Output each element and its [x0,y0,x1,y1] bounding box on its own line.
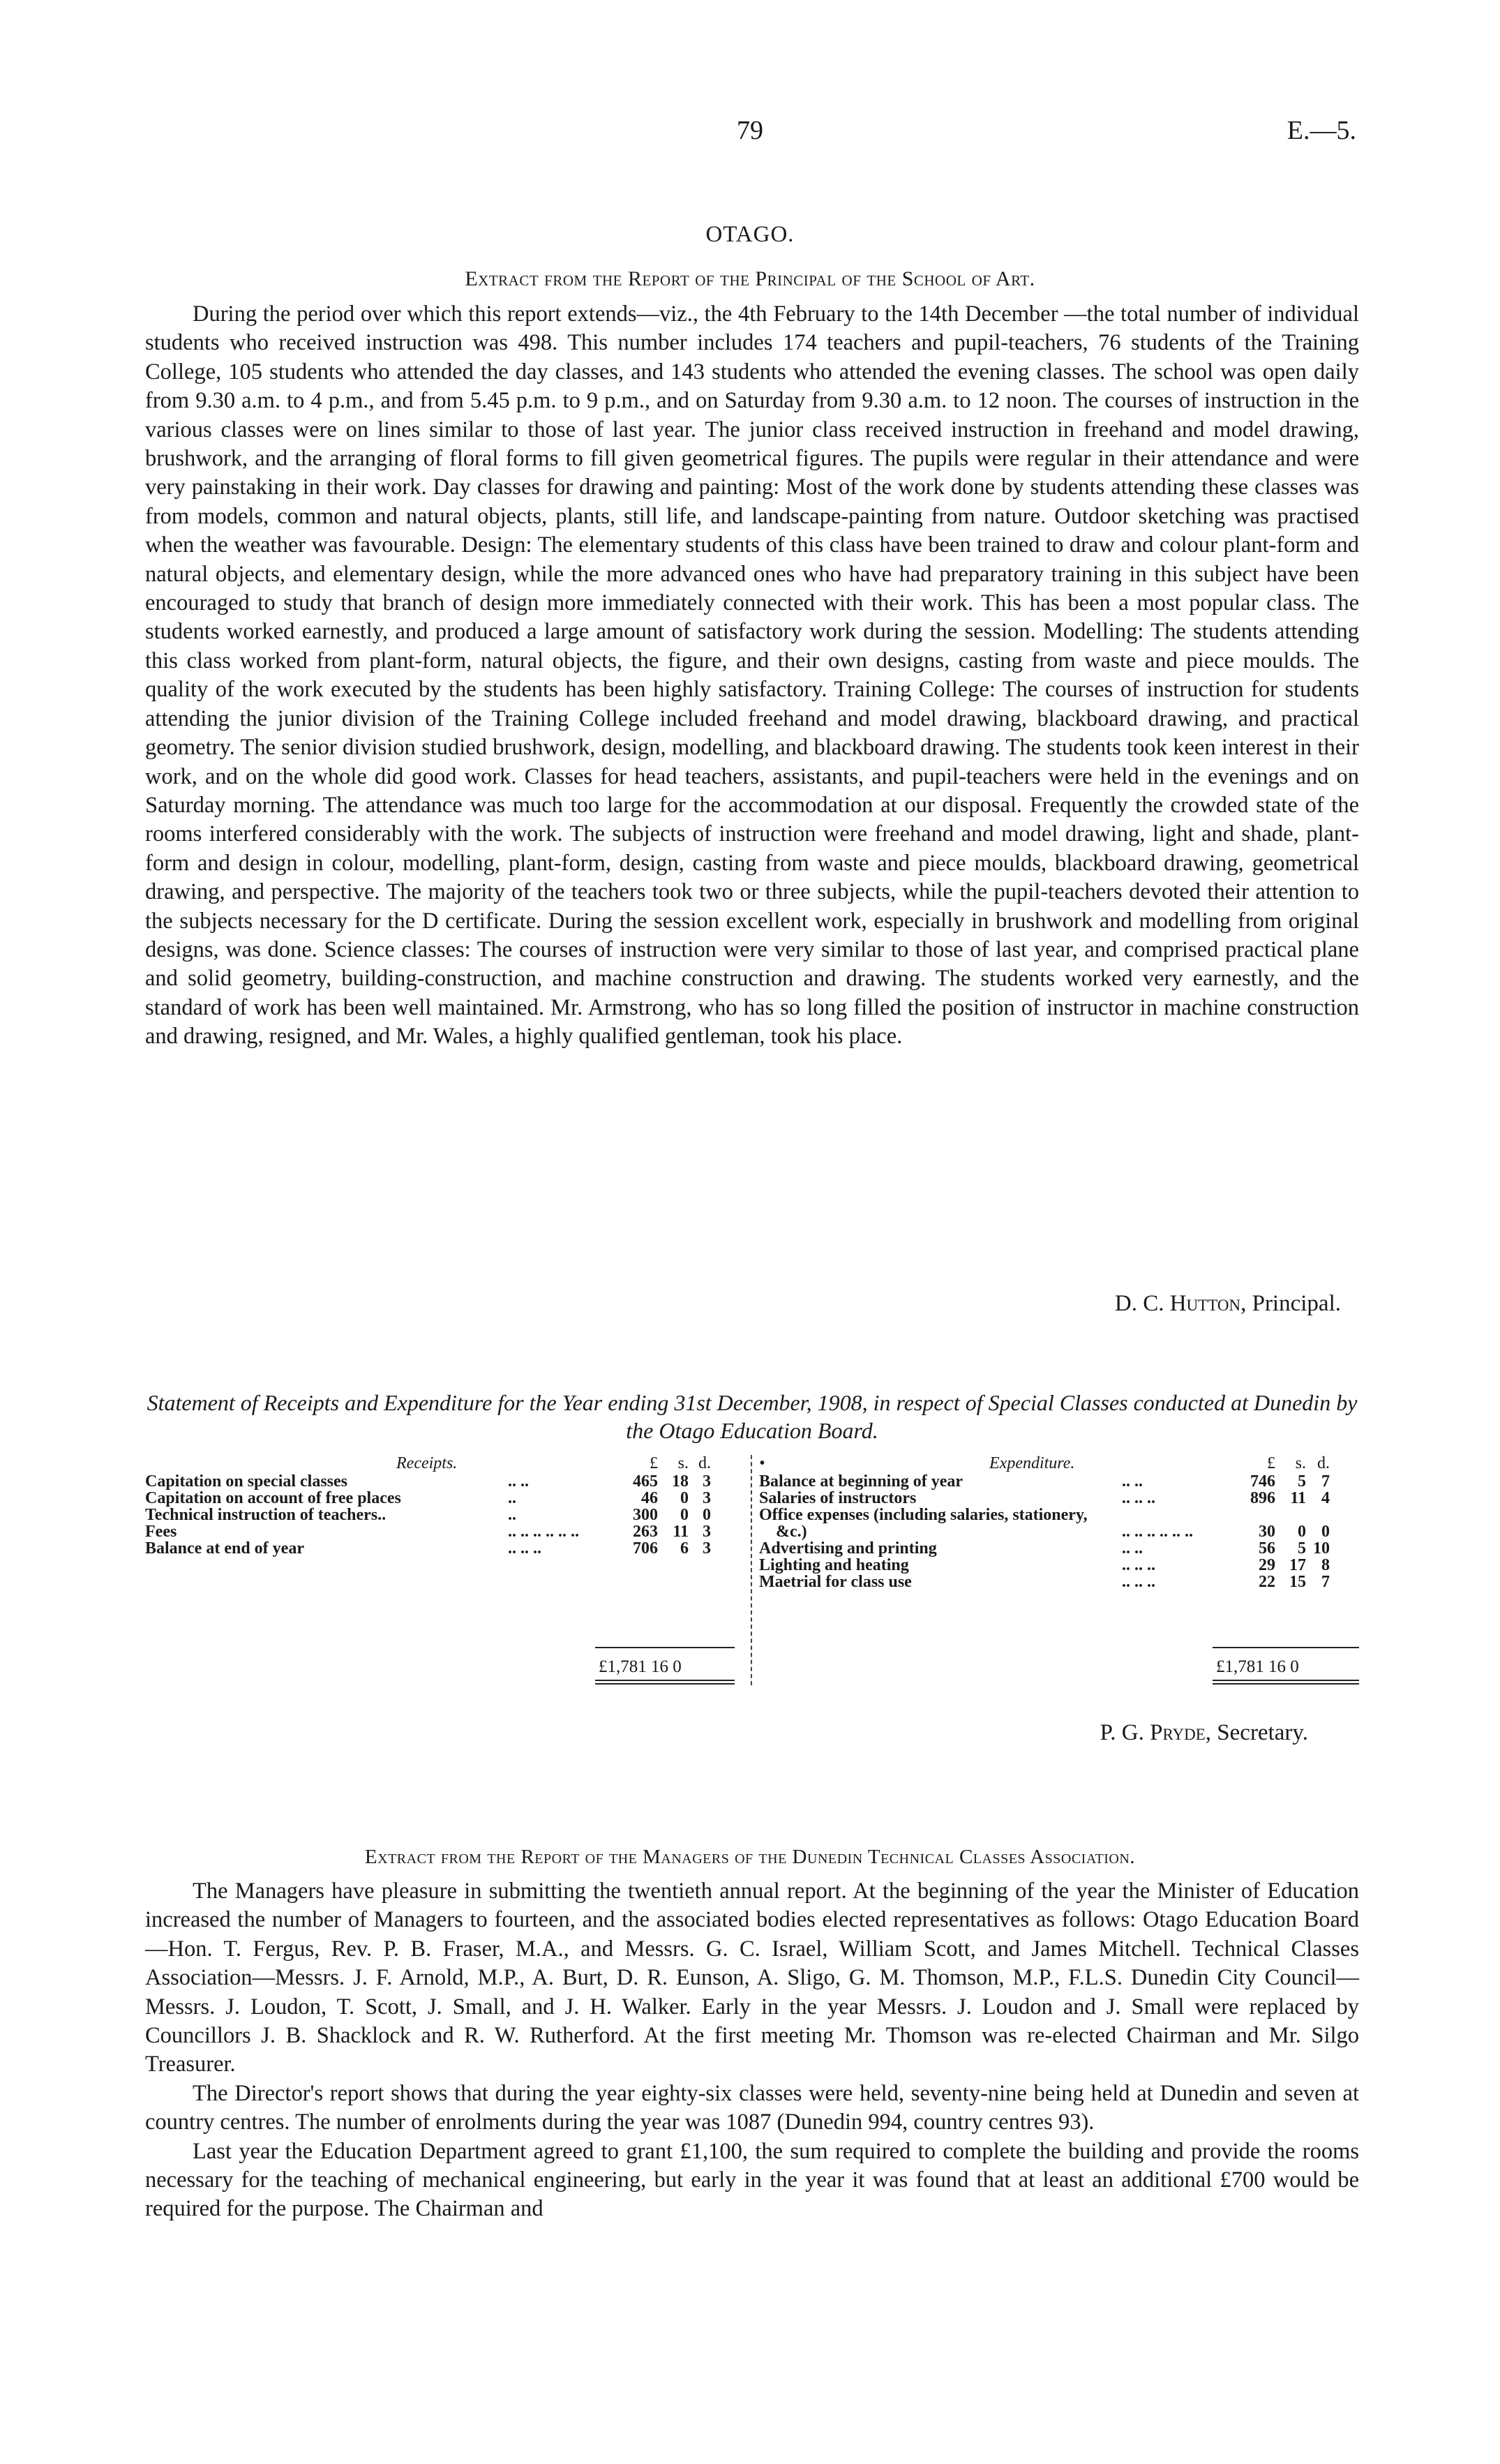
signature-initials: D. C. [1114,1291,1164,1316]
ledger-label: Advertising and printing [759,1539,937,1558]
ledger-shillings: 15 [1289,1573,1306,1591]
ledger-pounds: 896 [1250,1489,1275,1507]
receipts-header-row [145,1455,745,1472]
report-paragraph: Last year the Education Department agreed to grant £1,100, the sum required to complete the building and provide the rooms necessary for the teaching of mechanical engineering, but early in the year it was found that at least an additional £700 would be required for the purpose. The Chairman and [145,2138,1359,2222]
ledger-row [145,1490,745,1507]
ledger-label: Balance at beginning of year [759,1472,963,1491]
ledger-leader: .. [508,1506,516,1524]
section-subtitle: Extract from the Report of the Principal of the School of Art. [465,267,1035,290]
ledger-row [759,1507,1359,1523]
pence-header: d. [698,1454,711,1472]
ledger-leader: .. .. .. .. .. .. [508,1523,579,1541]
ledger-leader: .. .. .. [1122,1556,1155,1574]
total-rule-bottom-2 [595,1683,735,1685]
ledger-row [759,1574,1359,1590]
ledger-pence: 7 [1321,1472,1330,1491]
receipts-header: Receipts. [396,1454,458,1472]
signature-name: Pryde [1150,1720,1206,1745]
pounds-header: £ [1267,1454,1275,1472]
managers-report-body [145,1877,1359,2224]
ledger-leader: .. .. .. .. .. .. [1122,1523,1193,1541]
ledger-pence: 3 [703,1539,711,1558]
ledger-label: &c.) [759,1523,807,1541]
section-subtitle: Extract from the Report of the Managers of the Dunedin Technical Classes Association. [364,1846,1136,1868]
ledger-label: Fees [145,1523,177,1541]
ledger-leader: .. .. [1122,1539,1143,1558]
ledger-pounds: 46 [641,1489,658,1507]
total-rule-top [595,1647,735,1648]
ledger-row [759,1523,1359,1540]
pounds-header: £ [650,1454,658,1472]
ledger-pence: 3 [703,1472,711,1491]
secretary-signature [1100,1720,1308,1746]
ledger-label: Capitation on account of free places [145,1489,401,1507]
report-paragraph: During the period over which this report extends—viz., the 4th February to the 14th December —the total number of individual students who received instruction was 498. This number includes 174 teachers and pupil-teachers, 76 students of the Training College, 105 students who attended the day classes, and 143 students who attended the evening classes. The school was open daily from 9.30 a.m. to 4 p.m., and from 5.45 p.m. to 9 p.m., and on Saturday from 9.30 a.m. to 12 noon. The courses of instruction in the various classes were on lines similar to those of last year. The junior class received instruction in freehand and model drawing, brushwork, and the arranging of floral forms to fill given geometrical figures. The pupils were regular in their attendance and were very painstaking in their work. Day classes for drawing and painting: Most of the work done by students attending these classes was from models, common and natural objects, plants, still life, and landscape-painting from nature. Outdoor sketching was practised when the weather was favourable. Design: The elementary students of this class have been trained to draw and colour plant-form and natural objects, and elementary design, while the more advanced ones who have had preparatory training in this subject have been encouraged to study that branch of design more immediately connected with their work. This has been a most popular class. The students worked earnestly, and produced a large amount of satisfactory work during the session. Modelling: The students attending this class worked from plant-form, natural objects, the figure, and their own designs, casting from waste and piece moulds. The quality of the work executed by the students has been highly satisfactory. Training College: The courses of instruction for students attending the junior division of the Training College included freehand and model drawing, blackboard drawing, and practical geometry. The senior division studied brushwork, design, modelling, and blackboard drawing. The students took keen interest in their work, and on the whole did good work. Classes for head teachers, assistants, and pupil-teachers were held in the evenings and on Saturday morning. The attendance was much too large for the accommodation at our disposal. Frequently the crowded state of the rooms interfered considerably with the work. The subjects of instruction were freehand and model drawing, light and shade, plant-form and design in colour, modelling, plant-form, design, casting from waste and piece moulds, blackboard drawing, geometrical drawing, and perspective. The majority of the teachers took two or three subjects, while the pupil-teachers devoted their attention to the subjects necessary for the D certificate. During the session excellent work, especially in brushwork and modelling from original designs, was done. Science classes: The courses of instruction were very similar to those of last year, and comprised practical plane and solid geometry, building-construction, and machine construction and drawing. The students worked very earnestly, and the standard of work has been well maintained. Mr. Armstrong, who has so long filled the position of instructor in machine construction and drawing, resigned, and Mr. Wales, a highly qualified gentleman, took his place. [145,301,1359,1050]
ledger-label: Maetrial for class use [759,1573,912,1591]
ledger-pence: 7 [1321,1573,1330,1591]
report-paragraph: The Managers have pleasure in submitting the twentieth annual report. At the beginning of the year the Minister of Education increased the number of Managers to fourteen, and the associated bodies elected representatives as follows: Otago Education Board—Hon. T. Fergus, Rev. P. B. Fraser, M.A., and Messrs. G. C. Israel, William Scott, and James Mitchell. Technical Classes Association—Messrs. J. F. Arnold, M.P., A. Burt, D. R. Eunson, A. Sligo, G. M. Thomson, M.P., F.L.S. Dunedin City Council—Messrs. J. Loudon, T. Scott, J. Small, and J. H. Walker. Early in the year Messrs. J. Loudon and J. Small were replaced by Councillors J. B. Shacklock and R. W. Rutherford. At the first meeting Mr. Thomson was re-elected Chairman and Mr. Silgo Treasurer. [145,1879,1359,2077]
ledger-shillings: 6 [680,1539,689,1558]
total-rule-top [1213,1647,1359,1648]
shillings-header: s. [1295,1454,1306,1472]
column-divider [751,1455,752,1685]
ledger-table [145,1455,1359,1685]
ledger-leader: .. .. .. [1122,1489,1155,1507]
ledger-pounds: 465 [633,1472,658,1491]
total-rule-bottom [595,1680,735,1681]
ledger-row [145,1507,745,1523]
ledger-label: Balance at end of year [145,1539,304,1558]
pence-header: d. [1317,1454,1330,1472]
ledger-shillings: 0 [680,1489,689,1507]
principal-signature [1115,1291,1341,1317]
report-paragraph: The Director's report shows that during the year eighty-six classes were held, seventy-nine being held at Dunedin and seven at country centres. The number of enrolments during the year was 1087 (Dunedin 994, country centres 93). [145,2080,1359,2135]
ledger-shillings: 5 [1298,1472,1306,1491]
ledger-leader: .. .. .. [1122,1573,1155,1591]
ledger-row [759,1540,1359,1557]
ledger-pounds: 746 [1250,1472,1275,1491]
expenditure-header-row: • Expenditure. £ s. d. [759,1454,1330,1472]
expenditure-header: Expenditure. [989,1454,1075,1472]
ledger-pounds: 300 [633,1506,658,1524]
ledger-shillings: 18 [672,1472,689,1491]
ledger-shillings: 11 [673,1523,689,1541]
page-number: 79 [737,116,763,145]
total-rule-bottom-2 [1213,1683,1359,1685]
ledger-label: Salaries of instructors [759,1489,917,1507]
ledger-pounds: 706 [633,1539,658,1558]
ledger-pounds: 263 [633,1523,658,1541]
ledger-leader: .. .. [1122,1472,1143,1491]
expenditure-column [759,1454,1359,1676]
ledger-row [759,1473,1359,1490]
ledger-pence: 0 [1321,1523,1330,1541]
ledger-pence: 10 [1313,1539,1330,1558]
signature-title: , Principal. [1240,1291,1341,1316]
ledger-label: Technical instruction of teachers.. [145,1506,387,1524]
ledger-shillings: 17 [1289,1556,1306,1574]
ledger-pence: 3 [703,1523,711,1541]
signature-title: , Secretary. [1205,1720,1308,1745]
ledger-row [759,1490,1359,1507]
ledger-shillings: 5 [1298,1539,1306,1558]
statement-title: Statement of Receipts and Expenditure for the Year ending 31st December, 1908, in respect of Special Classes conducted at Dunedin by the Otago Education Board. [147,1390,1358,1443]
ledger-row [145,1523,745,1540]
ledger-pounds: 30 [1259,1523,1275,1541]
ledger-shillings: 0 [680,1506,689,1524]
document-code: E.—5. [1287,116,1356,145]
ledger-pounds: 22 [1259,1573,1275,1591]
total-rule-bottom [1213,1680,1359,1681]
ledger-pounds: 56 [1259,1539,1275,1558]
ledger-pence: 0 [703,1506,711,1524]
signature-name: Hutton [1169,1291,1241,1316]
shillings-header: s. [677,1454,689,1472]
ledger-leader: .. .. .. [508,1539,541,1558]
ledger-label: Lighting and heating [759,1556,909,1574]
ledger-pounds: 29 [1259,1556,1275,1574]
ledger-label: Office expenses (including salaries, stationery, [759,1506,1088,1524]
ledger-leader: .. .. [508,1472,529,1491]
ledger-label: Capitation on special classes [145,1472,348,1491]
ledger-shillings: 11 [1290,1489,1306,1507]
ledger-row [759,1557,1359,1574]
ledger-row [145,1540,745,1557]
ledger-shillings: 0 [1298,1523,1306,1541]
ledger-pence: 4 [1321,1489,1330,1507]
signature-initials: P. G. [1100,1720,1144,1745]
ledger-leader: .. [508,1489,516,1507]
ledger-pence: 8 [1321,1556,1330,1574]
expenditure-total: £1,781 16 0 [1216,1657,1299,1676]
receipts-total: £1,781 16 0 [599,1657,682,1676]
report-body [145,300,1359,1052]
receipts-column [145,1454,745,1676]
section-title: OTAGO. [705,222,795,247]
ledger-row [145,1473,745,1490]
ledger-pence: 3 [703,1489,711,1507]
